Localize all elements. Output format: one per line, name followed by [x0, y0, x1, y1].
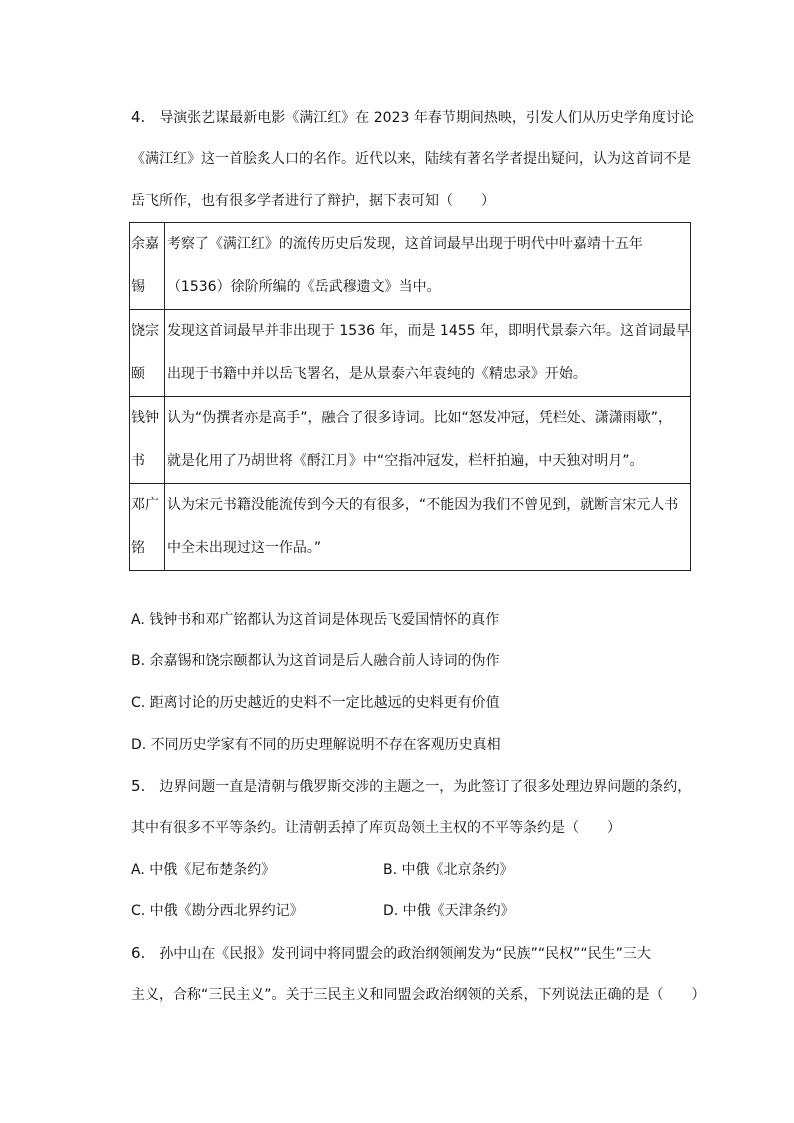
option-5-d[interactable]: D. 中俄《天津条约》 — [383, 903, 515, 919]
question-4-line-1 — [131, 107, 694, 128]
source-table — [129, 222, 691, 571]
question-4-line-2: 《满江红》这一首脍炙人口的名作。近代以来，陆续有著名学者提出疑问，认为这首词不是 — [131, 151, 691, 167]
scholar-view: 考察了《满江红》的流传历史后发现，这首词最早出现于明代中叶嘉靖十五年 （1536）徐阶所编的《岳武穆遗文》当中。 — [164, 223, 690, 310]
question-5-text-1: 边界问题一直是清朝与俄罗斯交涉的主题之一，为此签订了很多处理边界问题的条约， — [159, 779, 692, 795]
table-row — [130, 397, 691, 484]
table-row — [130, 310, 691, 397]
question-6-line-2: 主义，合称“三民主义”。关于三民主义和同盟会政治纲领的关系，下列说法正确的是（ ） — [131, 987, 706, 1003]
scholar-name: 钱钟 书 — [130, 397, 165, 484]
scholar-name: 饶宗 颐 — [130, 310, 165, 397]
question-4-line-3: 岳飞所作，也有很多学者进行了辩护，据下表可知（ ） — [131, 193, 495, 209]
scholar-name: 邓广 铭 — [130, 484, 165, 571]
option-4-a[interactable]: A. 钱钟书和邓广铭都认为这首词是体现岳飞爱国情怀的真作 — [131, 612, 500, 628]
table-row — [130, 223, 691, 310]
option-4-d[interactable]: D. 不同历史学家有不同的历史理解说明不存在客观历史真相 — [131, 737, 501, 753]
question-4-number: 4. — [131, 108, 146, 126]
option-5-b[interactable]: B. 中俄《北京条约》 — [383, 862, 514, 878]
question-6-number: 6. — [131, 944, 146, 962]
scholar-view: 发现这首词最早并非出现于 1536 年，而是 1455 年，即明代景泰六年。这首词最早 出现于书籍中并以岳飞署名，是从景泰六年袁纯的《精忠录》开始。 — [164, 310, 690, 397]
question-6-text-1: 孙中山在《民报》发刊词中将同盟会的政治纲领阐发为“民族”“民权”“民生”三大 — [159, 946, 651, 962]
option-4-b[interactable]: B. 余嘉锡和饶宗颐都认为这首词是后人融合前人诗词的伪作 — [131, 653, 500, 669]
question-5-line-2: 其中有很多不平等条约。让清朝丢掉了库页岛领土主权的不平等条约是（ ） — [131, 820, 621, 836]
option-4-c[interactable]: C. 距离讨论的历史越近的史料不一定比越远的史料更有价值 — [131, 695, 500, 711]
question-6-line-1 — [131, 943, 651, 964]
table-row — [130, 484, 691, 571]
option-5-a[interactable]: A. 中俄《尼布楚条约》 — [131, 862, 276, 878]
question-5-number: 5. — [131, 777, 146, 795]
question-4-text-1: 导演张艺谋最新电影《满江红》在 2023 年春节期间热映，引发人们从历史学角度讨论 — [159, 110, 694, 126]
scholar-view: 认为“伪撰者亦是高手”，融合了很多诗词。比如“怒发冲冠，凭栏处、潇潇雨歇”， 就是化用了乃胡世将《酹江月》中“空指冲冠发，栏杆拍遍，中天独对明月”。 — [164, 397, 690, 484]
option-5-c[interactable]: C. 中俄《勘分西北界约记》 — [131, 903, 304, 919]
question-5-line-1 — [131, 776, 691, 797]
scholar-view: 认为宋元书籍没能流传到今天的有很多，“不能因为我们不曾见到，就断言宋元人书 中全未出现过这一作品。” — [164, 484, 690, 571]
scholar-name: 余嘉 锡 — [130, 223, 165, 310]
